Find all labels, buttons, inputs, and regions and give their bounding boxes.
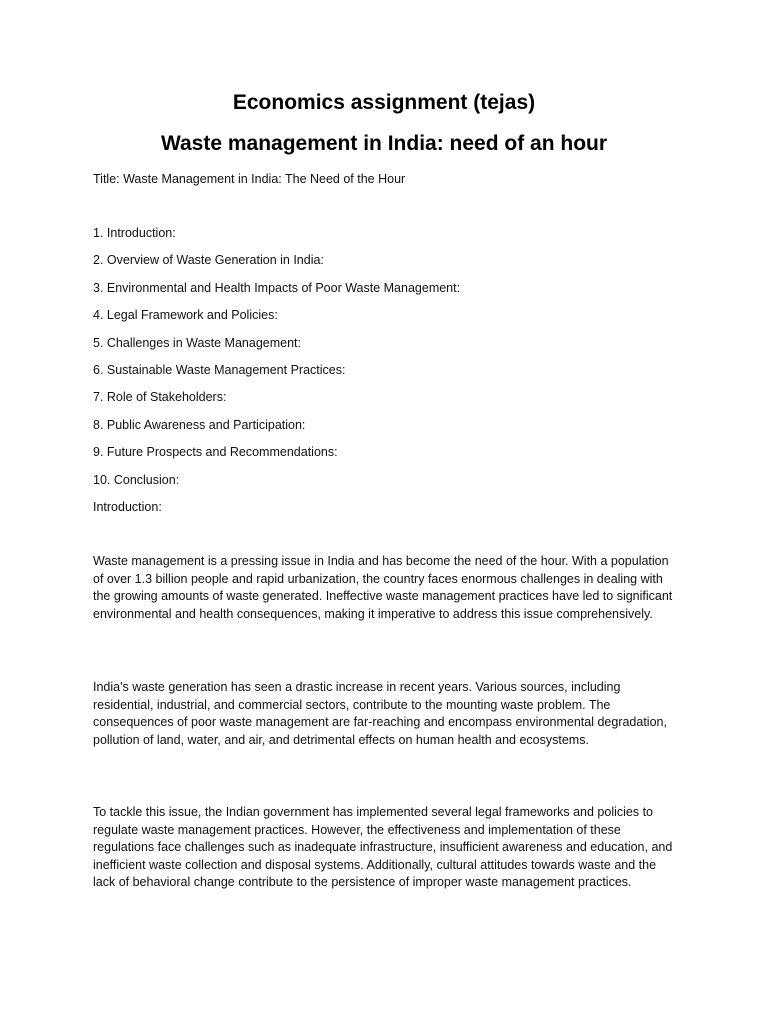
outline-item: 3. Environmental and Health Impacts of Poor Waste Management: bbox=[93, 280, 461, 295]
outline-item: 6. Sustainable Waste Management Practices: bbox=[93, 362, 346, 377]
outline-item: 4. Legal Framework and Policies: bbox=[93, 308, 278, 323]
outline-item: 5. Challenges in Waste Management: bbox=[93, 335, 301, 350]
document-subheading: Waste management in India: need of an hour bbox=[160, 132, 608, 155]
outline-item: 2. Overview of Waste Generation in India: bbox=[93, 253, 324, 268]
body-paragraph: To tackle this issue, the Indian government has implemented several legal frameworks and policies to regulate waste management practices. However, the effectiveness and implementation of these regulations face challenges such as inadequate infrastructure, insufficient awareness and education, and inefficient waste collection and disposal systems. Additionally, cultural attitudes towards waste and the lack of behavioral change contribute to the persistence of improper waste management practices. bbox=[93, 805, 673, 890]
section-label: Introduction: bbox=[93, 499, 162, 514]
outline-item: 8. Public Awareness and Participation: bbox=[93, 417, 306, 432]
document-heading: Economics assignment (tejas) bbox=[232, 91, 536, 114]
outline-item: 10. Conclusion: bbox=[93, 472, 180, 487]
body-paragraph: Waste management is a pressing issue in India and has become the need of the hour. With a population of over 1.3 billion people and rapid urbanization, the country faces enormous challenges in dealing with the growing amounts of waste generated. Ineffective waste management practices have led to significant environmental and health consequences, making it imperative to address this issue comprehensively. bbox=[93, 554, 673, 621]
outline-item: 9. Future Prospects and Recommendations: bbox=[93, 445, 338, 460]
outline-item: 7. Role of Stakeholders: bbox=[93, 390, 227, 405]
body-paragraph: India's waste generation has seen a drastic increase in recent years. Various sources, including residential, industrial, and commercial sectors, contribute to the mounting waste problem. The consequences of poor waste management are far-reaching and encompass environmental degradation, pollution of land, water, and air, and detrimental effects on human health and ecosystems. bbox=[93, 680, 667, 747]
outline-item: 1. Introduction: bbox=[93, 226, 176, 240]
title-line: Title: Waste Management in India: The Need of the Hour bbox=[93, 172, 406, 186]
outline-list bbox=[93, 225, 460, 526]
